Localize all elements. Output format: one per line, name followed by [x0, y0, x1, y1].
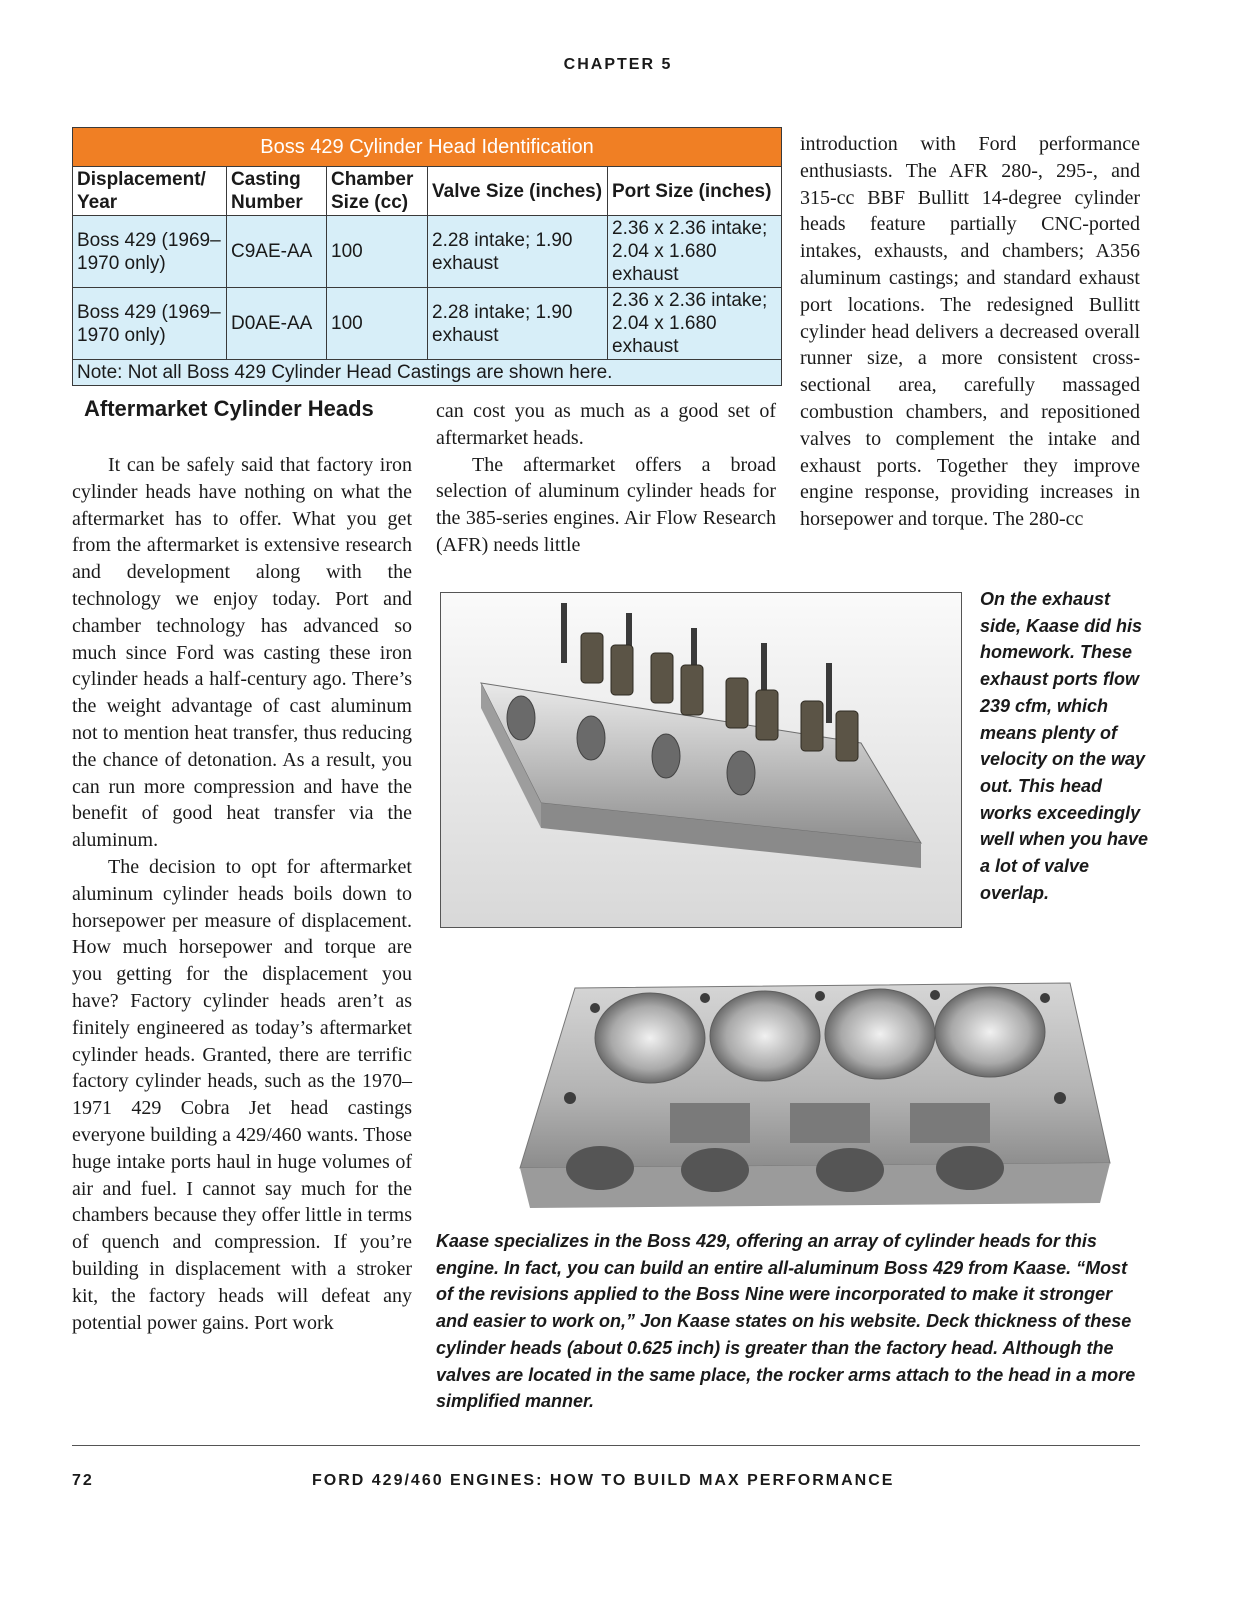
column-header: Valve Size (inches) — [428, 167, 608, 216]
table-cell: Boss 429 (1969–1970 only) — [73, 288, 227, 360]
book-title: FORD 429/460 ENGINES: HOW TO BUILD MAX PERFORMANCE — [312, 1472, 895, 1489]
paragraph: can cost you as much as a good set of aftermarket heads. — [436, 400, 776, 449]
cylinder-head-chamber-side-photo — [500, 968, 1120, 1223]
table-row — [73, 288, 782, 360]
table-title: Boss 429 Cylinder Head Identification — [73, 128, 782, 167]
text-column-3 — [800, 131, 1140, 533]
text-column-2 — [436, 398, 776, 559]
paragraph: The aftermarket offers a broad selection of aluminum cylinder heads for the 385-series engines. Air Flow Research (AFR) needs little — [436, 453, 776, 556]
table-row — [73, 216, 782, 288]
table-cell: 2.28 intake; 1.90 exhaust — [428, 216, 608, 288]
table-cell: Boss 429 (1969–1970 only) — [73, 216, 227, 288]
paragraph: The decision to opt for aftermarket aluminum cylinder heads boils down to horsepower per measure of displacement. How much horsepower and torque are you getting for the displacement you have? Factory cylinder heads aren’t as finitely engineered as today’s aftermarket cylinder heads. Granted, there are terrific factory cylinder heads, such as the 1970–1971 429 Cobra Jet head castings everyone building a 429/460 wants. Those huge intake ports haul in huge volumes of air and fuel. I cannot say much for the chambers because they offer little in terms of quench and compression. If you’re building in displacement with a stroker kit, the factory heads will defeat any potential power gains. Port work — [72, 855, 412, 1334]
cylinder-head-exhaust-side-photo — [440, 592, 962, 928]
page-number: 72 — [72, 1472, 94, 1489]
table-cell: 2.28 intake; 1.90 exhaust — [428, 288, 608, 360]
table-header-row — [73, 167, 782, 216]
table-cell: 100 — [327, 288, 428, 360]
table-cell: C9AE-AA — [227, 216, 327, 288]
text-column-1 — [72, 452, 412, 1336]
table-cell: 2.36 x 2.36 intake; 2.04 x 1.680 exhaust — [608, 216, 782, 288]
table-note: Note: Not all Boss 429 Cylinder Head Castings are shown here. — [73, 360, 782, 386]
column-header: Displacement/ Year — [73, 167, 227, 216]
paragraph: introduction with Ford performance enthusiasts. The AFR 280-, 295-, and 315-cc BBF Bullitt 14-degree cylinder heads feature partially CNC-ported intakes, exhausts, and chambers; A356 aluminum castings; and standard exhaust port locations. The redesigned Bullitt cylinder head delivers a decreased overall runner size, a more consistent cross-sectional area, carefully massaged combustion chambers, and repositioned valves to complement the intake and exhaust ports. Together they improve engine response, providing increases in horsepower and torque. The 280-cc — [800, 133, 1140, 531]
photo-caption: On the exhaust side, Kaase did his homework. These exhaust ports flow 239 cfm, which means plenty of velocity on the way out. This head works exceedingly well when you have a lot of valve overlap. — [980, 589, 1149, 903]
table-cell: 2.36 x 2.36 intake; 2.04 x 1.680 exhaust — [608, 288, 782, 360]
column-header: Chamber Size (cc) — [327, 167, 428, 216]
photo-caption: Kaase specializes in the Boss 429, offering an array of cylinder heads for this engine. In fact, you can build an entire all-aluminum Boss 429 from Kaase. “Most of the revisions applied to the Boss Nine were incorporated to make it stronger and easier to work on,” Jon Kaase states on his website. Deck thickness of these cylinder heads (about 0.625 inch) is greater than the factory head. Although the valves are located in the same place, the rocker arms attach to the head in a more simplified manner. — [436, 1231, 1136, 1412]
column-header: Port Size (inches) — [608, 167, 782, 216]
table-cell: D0AE-AA — [227, 288, 327, 360]
footer-rule — [72, 1445, 1140, 1446]
section-heading: Aftermarket Cylinder Heads — [84, 396, 374, 421]
column-header: Casting Number — [227, 167, 327, 216]
table-cell: 100 — [327, 216, 428, 288]
cylinder-head-id-table — [72, 127, 782, 386]
chapter-header: CHAPTER 5 — [563, 56, 673, 73]
paragraph: It can be safely said that factory iron cylinder heads have nothing on what the aftermarket has to offer. What you get from the aftermarket is extensive research and development along with the technology we enjoy today. Port and chamber technology has advanced so much since Ford was casting these iron cylinder heads a half-century ago. There’s the weight advantage of cast aluminum not to mention heat transfer, thus reducing the chance of detonation. As a result, you can run more compression and have the benefit of good heat transfer via the aluminum. — [72, 454, 412, 852]
